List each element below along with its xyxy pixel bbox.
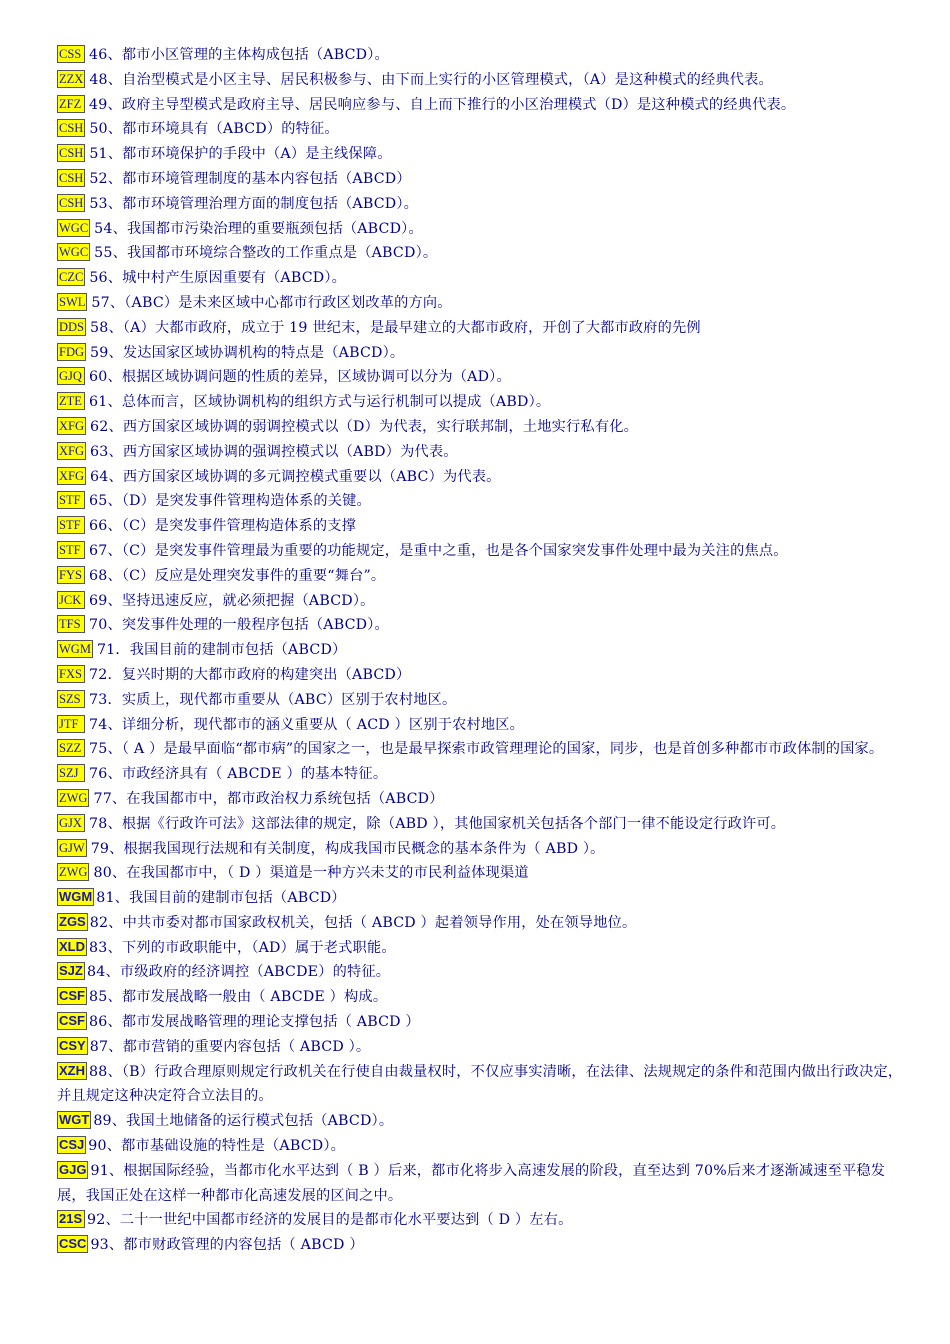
question-text: 68、（C）反应是处理突发事件的重要“舞台”。 (89, 567, 386, 584)
question-item (57, 861, 907, 886)
question-text: 49、政府主导型模式是政府主导、居民响应参与、自上而下推行的小区治理模式（D）是这种模式的经典代表。 (89, 96, 796, 113)
question-code-tag: GJW (59, 840, 85, 855)
question-code-tag: DDS (59, 319, 85, 334)
question-text: 76、市政经济具有（ ABCDE ）的基本特征。 (89, 766, 388, 783)
question-code-tag: WGT (59, 1112, 90, 1128)
question-item (57, 142, 907, 167)
question-code-tag: SWL (59, 294, 86, 309)
question-item (57, 713, 907, 738)
question-item (57, 1010, 907, 1035)
question-text: 90、都市基础设施的特性是（ABCD）。 (88, 1138, 346, 1155)
question-code-tag: CSH (59, 195, 84, 210)
question-code-tag: ZGS (59, 913, 86, 929)
question-text: 63、西方国家区域协调的强调控模式以（ABD）为代表。 (90, 443, 458, 460)
question-text: 73．实质上，现代都市重要从（ABC）区别于农村地区。 (89, 691, 457, 708)
question-text: 60、根据区域协调问题的性质的差异，区域协调可以分为（AD）。 (89, 369, 511, 386)
question-text: 55、我国都市环境综合整改的工作重点是（ABCD）。 (94, 245, 438, 262)
question-text: 71．我国目前的建制市包括（ABCD） (96, 642, 347, 659)
question-item (57, 68, 907, 93)
question-text: 77、在我国都市中，都市政治权力系统包括（ABCD） (93, 790, 444, 807)
question-code-tag: CSS (57, 45, 85, 63)
question-item (57, 737, 907, 762)
question-item (57, 489, 907, 514)
question-code-tag: CSY (59, 1037, 86, 1053)
question-item (57, 688, 907, 713)
question-text: 70、突发事件处理的一般程序包括（ABCD）。 (89, 617, 389, 634)
question-code-tag: GJQ (57, 367, 85, 385)
question-text: 78、根据《行政许可法》这部法律的规定，除（ABD ），其他国家机关包括各个部门一律不能设定行政许可。 (89, 815, 786, 832)
question-text: 53、都市环境管理治理方面的制度包括（ABCD）。 (89, 195, 419, 212)
question-item (57, 415, 907, 440)
question-code-tag: JCK (57, 591, 85, 609)
question-code-tag: STF (57, 516, 85, 534)
question-item (57, 985, 907, 1010)
question-code-tag: XFG (59, 468, 85, 483)
question-code-tag: SZS (57, 690, 85, 708)
question-code-tag: XFG (59, 443, 85, 458)
question-code-tag: TFS (57, 615, 85, 633)
question-item (57, 1233, 907, 1258)
question-item (57, 43, 907, 68)
question-item (57, 837, 907, 862)
question-code-tag: SJZ (57, 962, 85, 980)
question-item (57, 613, 907, 638)
question-text: 54、我国都市污染治理的重要瓶颈包括（ABCD）。 (94, 220, 423, 237)
question-item (57, 663, 907, 688)
question-text: 74、详细分析，现代都市的涵义重要从（ ACD ）区别于农村地区。 (89, 716, 525, 733)
question-item (57, 1159, 907, 1209)
question-code-tag: SZJ (57, 764, 85, 782)
question-code-tag: ZFZ (57, 95, 85, 113)
question-item (57, 1109, 907, 1134)
question-text: 64、西方国家区域协调的多元调控模式重要以（ABC）为代表。 (90, 468, 501, 485)
question-item (57, 1060, 907, 1110)
question-text: 75、（ A ）是最早面临“都市病”的国家之一，也是最早探索市政管理理论的国家，同步，也是首创多种都市市政体制的国家。 (89, 741, 884, 758)
question-text: 57、（ABC）是未来区域中心都市行政区划改革的方向。 (91, 294, 452, 311)
question-text: 93、都市财政管理的内容包括（ ABCD ） (90, 1237, 364, 1254)
question-item (57, 812, 907, 837)
question-text: 48、自治型模式是小区主导、居民积极参与、由下而上实行的小区管理模式，（A）是这种模式的经典代表。 (89, 71, 773, 88)
question-text: 85、都市发展战略一般由（ ABCDE ）构成。 (89, 989, 388, 1006)
question-item (57, 1035, 907, 1060)
question-text: 51、都市环境保护的手段中（A）是主线保障。 (89, 146, 392, 163)
question-text: 52、都市环境管理制度的基本内容包括（ABCD） (89, 170, 411, 187)
question-item (57, 440, 907, 465)
question-item (57, 589, 907, 614)
question-item (57, 167, 907, 192)
question-text: 92、二十一世纪中国都市经济的发展目的是都市化水平要达到（ D ）左右。 (87, 1212, 573, 1229)
question-code-tag: CSC (59, 1236, 87, 1252)
question-code-tag: CSH (59, 170, 84, 185)
question-item (57, 390, 907, 415)
question-item (57, 539, 907, 564)
question-code-tag: WGC (59, 245, 89, 260)
question-item (57, 365, 907, 390)
question-text: 86、都市发展战略管理的理论支撑包括（ ABCD ） (89, 1014, 420, 1031)
question-code-tag: CSH (59, 121, 84, 136)
question-item (57, 638, 907, 663)
question-text: 80、在我国都市中，（ D ）渠道是一种方兴未艾的市民利益体现渠道 (93, 865, 529, 882)
question-item (57, 341, 907, 366)
question-code-tag: SZZ (57, 739, 85, 757)
question-text: 69、坚持迅速反应，就必须把握（ABCD）。 (89, 592, 375, 609)
question-code-tag: STF (57, 491, 85, 509)
question-text: 62、西方国家区域协调的弱调控模式以（D）为代表，实行联邦制，土地实行私有化。 (90, 418, 638, 435)
question-text: 84、市级政府的经济调控（ABCDE）的特征。 (87, 964, 391, 981)
question-text: 83、下列的市政职能中，（AD）属于老式职能。 (89, 939, 396, 956)
question-text: 67、（C）是突发事件管理最为重要的功能规定，是重中之重，也是各个国家突发事件处理中最为关注的焦点。 (89, 542, 788, 559)
question-item (57, 241, 907, 266)
question-text: 91、根据国际经验，当都市化水平达到（ B ）后来，都市化将步入高速发展的阶段，直至达到 70%后来才逐渐减速至平稳发展，我国正处在这样一种都市化高速发展的区间之中。 (57, 1162, 886, 1204)
question-code-tag: JTF (57, 715, 85, 733)
question-code-tag: STF (57, 541, 85, 559)
question-item (57, 960, 907, 985)
question-item (57, 316, 907, 341)
question-code-tag: 21S (57, 1210, 85, 1228)
question-code-tag: CZC (59, 270, 84, 285)
question-item (57, 762, 907, 787)
question-item (57, 266, 907, 291)
question-item (57, 217, 907, 242)
question-item (57, 465, 907, 490)
question-text: 72．复兴时期的大都市政府的构建突出（ABCD） (89, 666, 411, 683)
question-code-tag: CSH (59, 146, 84, 161)
question-text: 58、（A）大都市政府，成立于 19 世纪末，是最早建立的大都市政府，开创了大都市政府的先例 (90, 319, 701, 336)
question-text: 61、总体而言，区域协调机构的组织方式与运行机制可以提成（ABD）。 (89, 394, 551, 411)
question-code-tag: WGC (59, 220, 89, 235)
question-code-tag: XZH (59, 1062, 85, 1078)
question-code-tag: XFG (59, 418, 85, 433)
question-code-tag: GJX (57, 814, 85, 832)
question-code-tag: ZZX (59, 71, 84, 86)
question-item (57, 936, 907, 961)
question-code-tag: FXS (57, 665, 85, 683)
question-item (57, 564, 907, 589)
question-item (57, 787, 907, 812)
question-code-tag: XLD (59, 938, 85, 954)
question-code-tag: ZWG (59, 865, 88, 880)
question-item (57, 117, 907, 142)
question-code-tag: WGM (59, 889, 93, 905)
question-text: 88、（B）行政合理原则规定行政机关在行使自由裁量权时，不仅应事实清晰，在法律、法规规定的条件和范围内做出行政决定，并且规定这种决定符合立法目的。 (57, 1063, 903, 1105)
question-text: 65、（D）是突发事件管理构造体系的关键。 (89, 493, 371, 510)
question-text: 56、城中村产生原因重要有（ABCD）。 (89, 270, 347, 287)
question-text: 79、根据我国现行法规和有关制度，构成我国市民概念的基本条件为（ ABD ）。 (90, 840, 605, 857)
document-body (57, 43, 907, 1258)
question-code-tag: CSF (59, 1013, 85, 1029)
question-item (57, 886, 907, 911)
question-text: 82、中共市委对都市国家政权机关，包括（ ABCD ）起着领导作用，处在领导地位。 (89, 914, 637, 931)
question-code-tag: CSJ (59, 1137, 85, 1153)
question-item (57, 93, 907, 118)
question-text: 81、我国目前的建制市包括（ABCD） (96, 890, 346, 907)
question-item (57, 1208, 907, 1233)
question-item (57, 1134, 907, 1159)
question-item (57, 291, 907, 316)
question-item (57, 911, 907, 936)
question-text: 59、发达国家区域协调机构的特点是（ABCD）。 (90, 344, 405, 361)
question-text: 89、我国土地储备的运行模式包括（ABCD）。 (93, 1113, 394, 1130)
question-item (57, 514, 907, 539)
question-item (57, 192, 907, 217)
question-code-tag: ZWG (59, 790, 88, 805)
question-text: 50、都市环境具有（ABCD）的特征。 (89, 121, 339, 138)
question-code-tag: CSF (59, 988, 85, 1004)
question-text: 46、都市小区管理的主体构成包括（ABCD）。 (89, 47, 389, 63)
question-code-tag: ZTE (57, 392, 85, 410)
question-code-tag: WGM (59, 642, 91, 657)
question-code-tag: FYS (57, 566, 85, 584)
question-code-tag: FDG (59, 344, 85, 359)
question-code-tag: GJG (59, 1161, 87, 1177)
question-text: 66、（C）是突发事件管理构造体系的支撑 (89, 518, 356, 535)
question-text: 87、都市营销的重要内容包括（ ABCD ）。 (89, 1038, 371, 1055)
